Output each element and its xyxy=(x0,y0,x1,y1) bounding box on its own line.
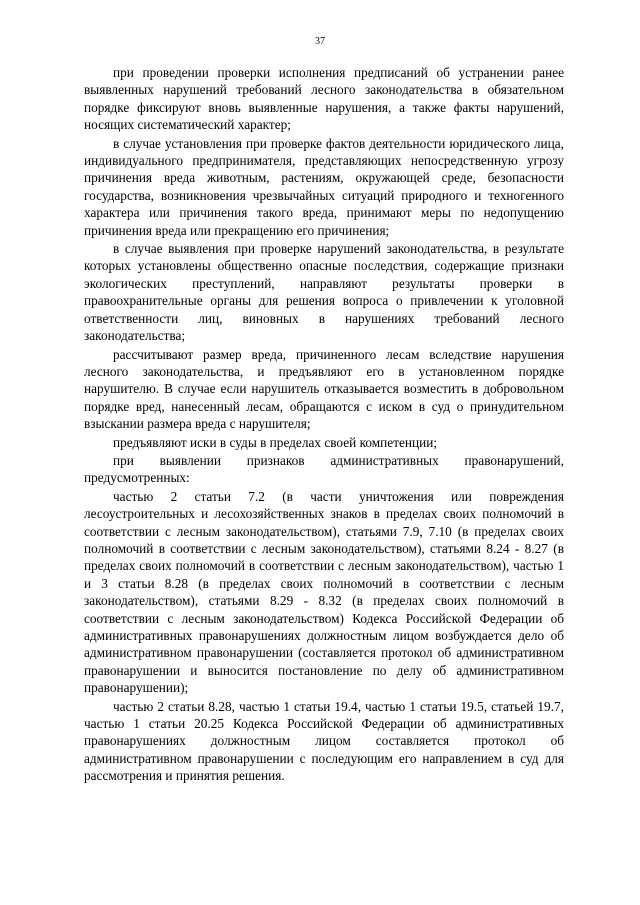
page-number: 37 xyxy=(315,36,325,47)
paragraph-5: предъявляют иски в суды в пределах своей компетенции; xyxy=(113,434,438,450)
paragraph-7: частью 2 статьи 7.2 (в части уничтожения или повреждения лесоустроительных и лесохозяйственных знаков в пределах своих полномочий в соответствии с лесным законодательством), статьями 7.9, 7.10 (в пределах своих полномочий в соответствии с лесным законодательством), статьями 8.24 - 8.27 (в пределах своих полномочий в соответствии с лесным законодательством), частью 1 и 3 статьи 8.28 (в пределах своих полномочий в соответствии с лесным законодательством), статьями 8.29 - 8.32 (в пределах своих полномочий в соответствии с лесным законодательством) Кодекса Российской Федерации об административных правонарушениях должностным лицом возбуждается дело об административном правонарушении (составляется протокол об административном правонарушении и выносится постановление по делу об административном правонарушении); xyxy=(84,488,564,696)
document-body xyxy=(84,64,564,786)
paragraph-4: рассчитывают размер вреда, причиненного лесам вследствие нарушения лесного законодательства, и предъявляют его в установленном порядке нарушителю. В случае если нарушитель отказывается возместить в добровольном порядке вред, нанесенный лесам, обращаются с иском в суд о принудительном взыскании размера вреда с нарушителя; xyxy=(84,346,564,432)
paragraph-6: при выявлении признаков административных правонарушений, предусмотренных: xyxy=(84,452,564,486)
paragraph-3: в случае выявления при проверке нарушений законодательства, в результате которых установлены общественно опасные последствия, содержащие признаки экологических преступлений, направляют результаты проверки в правоохранительные органы для решения вопроса о привлечении к уголовной ответственности лиц, виновных в нарушениях требований лесного законодательства; xyxy=(84,241,564,344)
paragraph-2: в случае установления при проверке фактов деятельности юридического лица, индивидуального предпринимателя, представляющих непосредственную угрозу причинения вреда животным, растениям, окружающей среде, безопасности государства, возникновения чрезвычайных ситуаций природного и техногенного характера или причинения такого вреда, принимают меры по недопущению причинения вреда или прекращению его причинения; xyxy=(84,135,564,238)
paragraph-1: при проведении проверки исполнения предписаний об устранении ранее выявленных нарушений требований лесного законодательства в обязательном порядке фиксируют вновь выявленные нарушения, а также факты нарушений, носящих систематический характер; xyxy=(84,65,564,133)
paragraph-8: частью 2 статьи 8.28, частью 1 статьи 19.4, частью 1 статьи 19.5, статьей 19.7, частью 1 статьи 20.25 Кодекса Российской Федерации об административных правонарушениях должностным лицом составляется протокол об административном правонарушении с последующим его направлением в суд для рассмотрения и принятия решения. xyxy=(84,698,564,784)
